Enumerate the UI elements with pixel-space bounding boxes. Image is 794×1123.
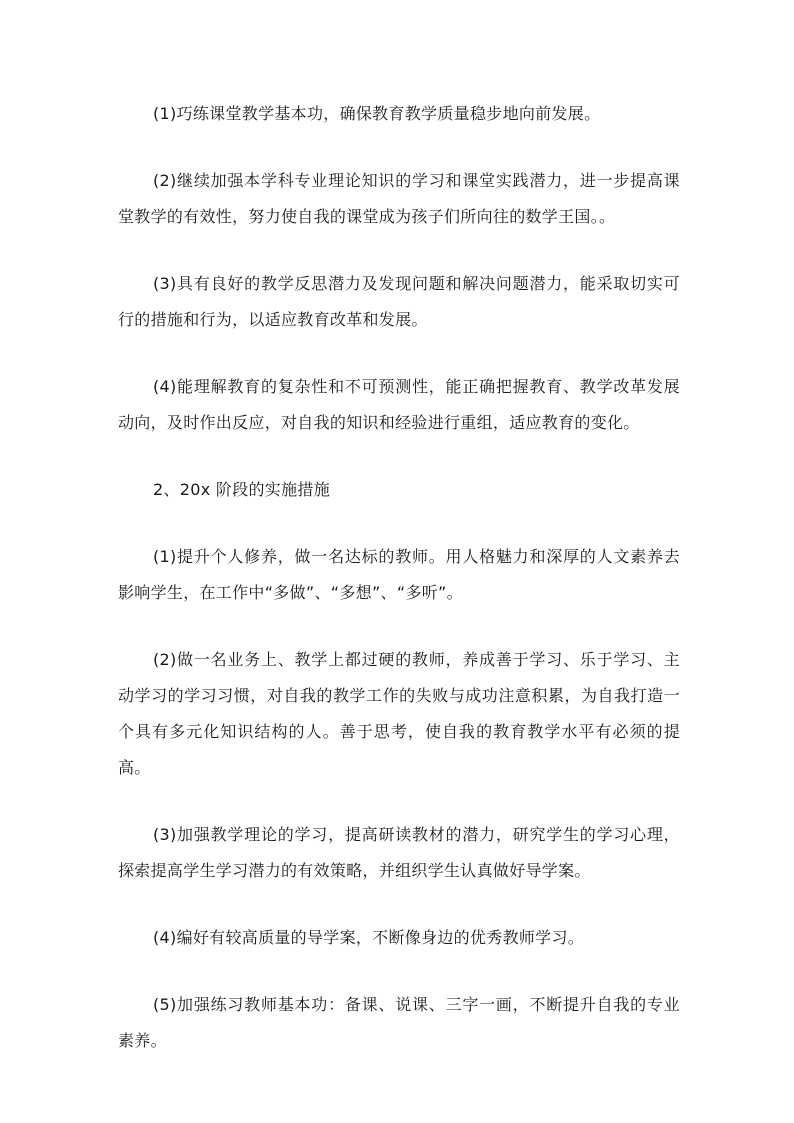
- paragraph-8: (4)编好有较高质量的导学案，不断像身边的优秀教师学习。: [153, 928, 585, 947]
- paragraph-5: (1)提升个人修养，做一名达标的教师。用人格魅力和深厚的人文素养去影响学生，在工作中“多做”、“多想”、“多听”。: [118, 547, 680, 602]
- section-heading: 2、20x 阶段的实施措施: [153, 480, 330, 499]
- paragraph-7: (3)加强教学理论的学习，提高研读教材的潜力，研究学生的学习心理，探索提高学生学习潜力的有效策略，并组织学生认真做好导学案。: [118, 825, 680, 880]
- paragraph-2: (2)继续加强本学科专业理论知识的学习和课堂实践潜力，进一步提高课堂教学的有效性，努力使自我的课堂成为孩子们所向往的数学王国。。: [118, 171, 680, 226]
- paragraph-3: (3)具有良好的教学反思潜力及发现问题和解决问题潜力，能采取切实可行的措施和行为，以适应教育改革和发展。: [118, 274, 680, 329]
- paragraph-9: (5)加强练习教师基本功：备课、说课、三字一画，不断提升自我的专业素养。: [118, 995, 680, 1050]
- document-body: [118, 96, 680, 1090]
- paragraph-1: (1)巧练课堂教学基本功，确保教育教学质量稳步地向前发展。: [153, 104, 601, 123]
- paragraph-4: (4)能理解教育的复杂性和不可预测性，能正确把握教育、教学改革发展动向，及时作出反应，对自我的知识和经验进行重组，适应教育的变化。: [118, 377, 680, 432]
- paragraph-6: (2)做一名业务上、教学上都过硬的教师，养成善于学习、乐于学习、主动学习的学习习惯，对自我的教学工作的失败与成功注意积累，为自我打造一个具有多元化知识结构的人。善于思考，使自我的教育教学水平有必须的提高。: [118, 650, 680, 777]
